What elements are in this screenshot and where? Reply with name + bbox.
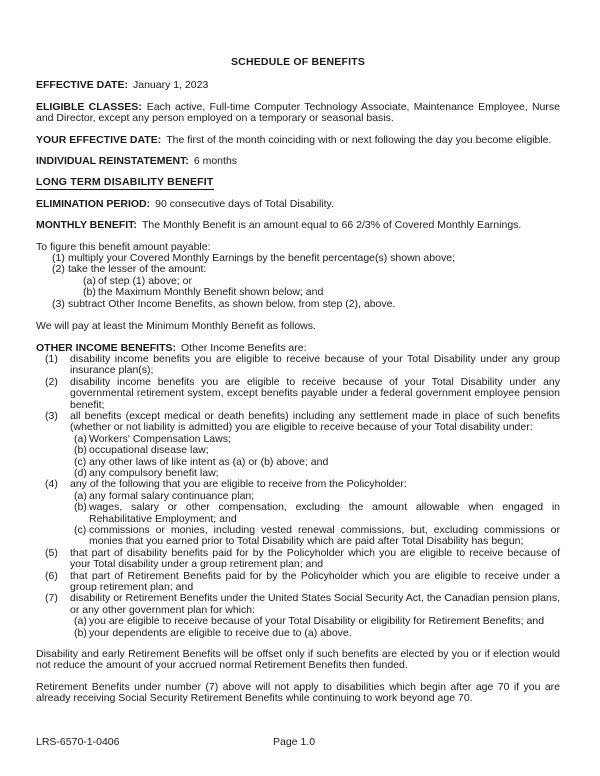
other-income-benefits-list bbox=[36, 354, 560, 639]
item-number: (7) bbox=[45, 592, 58, 605]
item-number: (a) bbox=[74, 432, 87, 445]
item-number: (c) bbox=[74, 455, 87, 468]
offset-note: Disability and early Retirement Benefits will be offset only if such benefits are elected by you or if election would not reduce the amount of your accrued normal Retirement Benefits then funded. bbox=[36, 648, 560, 672]
item-text: any other laws of like intent as (a) or (b) above; and bbox=[89, 455, 329, 468]
ltd-benefit-heading: LONG TERM DISABILITY BENEFIT bbox=[36, 176, 214, 189]
item-number: (2) bbox=[45, 375, 58, 388]
item-body bbox=[70, 593, 560, 639]
item-number: (2) bbox=[52, 263, 65, 276]
item-text: any formal salary continuance plan; bbox=[89, 489, 255, 502]
item-number: (4) bbox=[45, 478, 58, 491]
item-number: (a) bbox=[74, 615, 87, 628]
elimination-period-value: 90 consecutive days of Total Disability. bbox=[155, 197, 334, 210]
item-text: commissions or monies, including vested renewal commissions, but, excluding commissions or monies that you earned prior to Total Disability which are paid after Total Disability has begun; bbox=[89, 524, 560, 548]
list-item bbox=[36, 411, 560, 479]
list-item bbox=[36, 548, 560, 571]
list-item bbox=[36, 571, 560, 594]
item-number: (d) bbox=[74, 466, 87, 479]
monthly-benefit-label: MONTHLY BENEFIT: bbox=[36, 219, 137, 232]
footer-page-number: Page 1.0 bbox=[273, 736, 316, 748]
item-number: (c) bbox=[74, 524, 87, 536]
item-text: disability income benefits you are eligible to receive because of your Total Disability under any governmental retirement system, except benefits payable under a federal government employee pension benefit; bbox=[70, 375, 560, 411]
item-text: disability income benefits you are eligible to receive because of your Total Disability under any group insurance plan(s); bbox=[70, 352, 560, 377]
effective-date-row bbox=[36, 80, 560, 91]
list-item bbox=[36, 377, 560, 411]
other-income-benefits-value: Other Income Benefits are: bbox=[181, 341, 307, 354]
monthly-benefit-row bbox=[36, 220, 560, 231]
item-text: all benefits (except medical or death benefits) including any settlement made in place of such benefits (whether or not liability is admitted) you are eligible to receive because of your Total disability under: bbox=[70, 409, 560, 434]
item-text: the Maximum Monthly Benefit shown below; and bbox=[98, 286, 324, 299]
elimination-period-row bbox=[36, 199, 560, 210]
effective-date-value: January 1, 2023 bbox=[132, 79, 209, 92]
benefit-steps-list bbox=[36, 253, 560, 310]
item-number: (1) bbox=[45, 352, 58, 365]
individual-reinstatement-row bbox=[36, 156, 560, 167]
item-text: disability or Retirement Benefits under the United States Social Security Act, the Canadian pension plans, or any other government plan for which: bbox=[70, 592, 560, 616]
item-text: occupational disease law; bbox=[89, 444, 209, 457]
doc-title: SCHEDULE OF BENEFITS bbox=[230, 56, 366, 68]
item-number: (b) bbox=[74, 501, 87, 514]
age70-note: Retirement Benefits under number (7) above will not apply to disabilities which begin after age 70 if you are already receiving Social Security Retirement Benefits while continuing to work beyond age 70. bbox=[36, 680, 560, 705]
your-effective-date-label: YOUR EFFECTIVE DATE: bbox=[36, 133, 162, 146]
item-text: that part of Retirement Benefits paid for by the Policyholder which you are eligible to receive under a group retirement plan; and bbox=[70, 569, 560, 594]
item-text: wages, salary or other compensation, excluding the amount allowable when engaged in Rehabilitative Employment; and bbox=[89, 501, 560, 525]
item-body bbox=[68, 264, 560, 298]
item-text: any compulsory benefit law; bbox=[89, 466, 219, 479]
item-text: multiply your Covered Monthly Earnings by the benefit percentage(s) shown above; bbox=[68, 252, 455, 265]
item-number: (6) bbox=[45, 569, 58, 582]
item-body bbox=[70, 411, 560, 479]
individual-reinstatement-label: INDIVIDUAL REINSTATEMENT: bbox=[36, 155, 189, 168]
list-item bbox=[36, 354, 560, 377]
your-effective-date-row bbox=[36, 135, 560, 146]
list-subitem bbox=[70, 616, 560, 627]
list-item bbox=[36, 479, 560, 547]
your-effective-date-value: The first of the month coinciding with or next following the day you become eligible. bbox=[166, 133, 552, 146]
effective-date-label: EFFECTIVE DATE: bbox=[36, 79, 128, 92]
other-income-benefits-label: OTHER INCOME BENEFITS: bbox=[36, 341, 177, 354]
item-number: (3) bbox=[52, 297, 65, 310]
item-number: (3) bbox=[45, 409, 58, 422]
eligible-classes-label: ELIGIBLE CLASSES: bbox=[36, 100, 142, 113]
item-text: your dependents are eligible to receive due to (a) above. bbox=[89, 626, 352, 639]
list-subitem bbox=[68, 287, 560, 298]
elimination-period-label: ELIMINATION PERIOD: bbox=[36, 197, 151, 210]
page-footer bbox=[36, 737, 560, 748]
list-subitem bbox=[70, 502, 560, 525]
list-subitem bbox=[70, 445, 560, 456]
item-number: (a) bbox=[74, 489, 87, 502]
list-item bbox=[36, 593, 560, 639]
item-text: that part of disability benefits paid for by the Policyholder which you are eligible to receive because of your Total disability under a group retirement plan; and bbox=[70, 546, 560, 571]
eligible-classes-row bbox=[36, 102, 560, 125]
figure-intro: To figure this benefit amount payable: bbox=[36, 240, 211, 253]
item-body bbox=[70, 479, 560, 547]
list-item bbox=[36, 264, 560, 298]
item-number: (b) bbox=[74, 626, 87, 639]
individual-reinstatement-value: 6 months bbox=[193, 155, 238, 168]
footer-doc-number: LRS-6570-1-0406 bbox=[36, 736, 120, 748]
minimum-benefit-note: We will pay at least the Minimum Monthly Benefit as follows. bbox=[36, 320, 316, 333]
item-number: (b) bbox=[83, 286, 96, 299]
item-number: (1) bbox=[52, 252, 65, 265]
item-text: Workers' Compensation Laws; bbox=[89, 432, 231, 445]
item-text: any of the following that you are eligible to receive from the Policyholder: bbox=[70, 478, 407, 491]
item-number: (a) bbox=[83, 274, 96, 287]
list-subitem bbox=[70, 628, 560, 639]
list-subitem bbox=[70, 525, 560, 548]
item-text: of step (1) above; or bbox=[98, 274, 192, 287]
item-text: you are eligible to receive because of your Total Disability or eligibility for Retirement Benefits; and bbox=[89, 615, 545, 628]
list-item bbox=[36, 299, 560, 310]
item-number: (b) bbox=[74, 444, 87, 457]
item-number: (5) bbox=[45, 546, 58, 559]
item-text: take the lesser of the amount: bbox=[68, 263, 207, 276]
eligible-classes-value: Each active, Full-time Computer Technology Associate, Maintenance Employee, Nurse and Director, except any person employed on a temporary or seasonal basis. bbox=[36, 100, 560, 125]
item-text: subtract Other Income Benefits, as shown below, from step (2), above. bbox=[68, 297, 396, 310]
monthly-benefit-value: The Monthly Benefit is an amount equal to 66 2/3% of Covered Monthly Earnings. bbox=[141, 219, 522, 232]
